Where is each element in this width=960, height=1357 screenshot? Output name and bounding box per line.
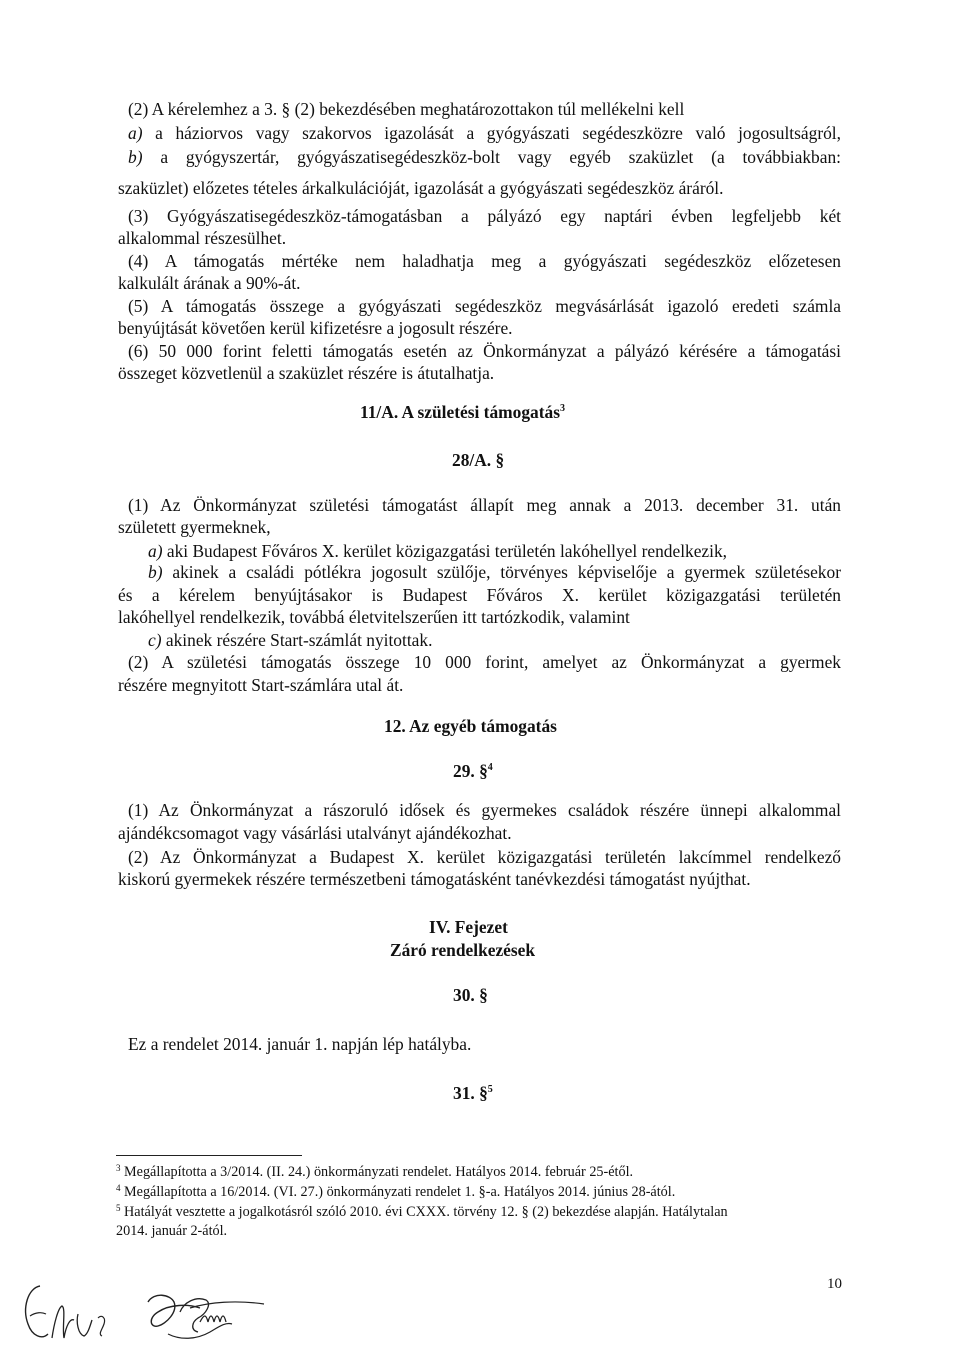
footnote-ref: 5: [487, 1084, 493, 1095]
paragraph-3-line1: (3) Gyógyászatisegédeszköz-támogatásban a pályázó egy naptári évben legfeljebb két: [128, 206, 841, 226]
footnote-4: [116, 1183, 675, 1202]
paragraph-5-line1: (5) A támogatás összege a gyógyászati segédeszköz megvásárlását igazoló eredeti számla: [128, 296, 841, 316]
footnote-text: Hatályát vesztette a jogalkotásról szóló 2010. évi CXXX. törvény 12. § (2) bekezdése alapján. Hatálytalan: [124, 1204, 728, 1220]
list-letter: a): [128, 123, 143, 143]
chapter-title: Záró rendelkezések: [390, 940, 536, 960]
section-29-p2-line2: kiskorú gyermekek részére természetbeni támogatásként tanévkezdési támogatást nyújthat.: [118, 869, 751, 889]
paragraph-2b-line1: [128, 145, 841, 169]
paragraph-4-line1: (4) A támogatás mértéke nem haladhatja meg a gyógyászati segédeszköz előzetesen: [128, 251, 841, 271]
section-28a-p1-line2: született gyermeknek,: [118, 517, 271, 537]
footnote-number: 4: [116, 1183, 121, 1193]
chapter-heading: IV. Fejezet: [429, 917, 508, 937]
paragraph-2b-text: a gyógyszertár, gyógyászatisegédeszköz-bolt vagy egyéb szaküzlet (a továbbiakban:: [160, 147, 841, 167]
footnote-5-continuation: 2014. január 2-ától.: [116, 1223, 228, 1239]
footnote-separator: [116, 1155, 302, 1156]
section-29-p1-line1: (1) Az Önkormányzat a rászoruló idősek és gyermekes családok részére ünnepi alkalommal: [128, 800, 841, 820]
section-29-title: [453, 759, 493, 783]
signature-icon: [140, 1278, 270, 1350]
section-28a-p2-line2: részére megnyitott Start-számlára utal át.: [118, 675, 404, 695]
footnote-number: 3: [116, 1163, 121, 1173]
section-28a-item-b-line2: és a kérelem benyújtásakor is Budapest Főváros X. kerület közigazgatási területén: [118, 585, 841, 605]
section-30-title: 30. §: [453, 985, 488, 1005]
section-28a-item-c: [148, 628, 432, 652]
list-letter: b): [128, 147, 143, 167]
handwritten-initials-icon: [18, 1278, 128, 1350]
section-29-p1-line2: ajándékcsomagot vagy vásárlási utalványt ajándékozhat.: [118, 823, 512, 843]
section-28a-item-a-text: aki Budapest Főváros X. kerület közigazgatási területén lakóhellyel rendelkezik,: [166, 541, 728, 561]
footnote-5: [116, 1203, 728, 1222]
footnote-ref: 4: [487, 762, 493, 773]
paragraph-2a-text: a háziorvos vagy szakorvos igazolását a gyógyászati segédeszközre való jogosultságról,: [155, 123, 841, 143]
footnote-ref: 3: [559, 403, 565, 414]
section-30-text: Ez a rendelet 2014. január 1. napján lép hatályba.: [128, 1034, 472, 1054]
paragraph-6-line2: összeget közvetlenül a szaküzlet részére is átutalhatja.: [118, 363, 495, 383]
section-31-title: [453, 1081, 493, 1105]
footnote-3: [116, 1163, 633, 1182]
section-28a-item-c-text: akinek részére Start-számlát nyitottak.: [165, 630, 433, 650]
section-heading-11a: [360, 400, 565, 424]
paragraph-4-line2: kalkulált árának a 90%-át.: [118, 273, 301, 293]
section-heading-12: 12. Az egyéb támogatás: [384, 716, 557, 736]
section-heading-11a-text: 11/A. A születési támogatás: [360, 402, 560, 422]
section-28a-p2-line1: (2) A születési támogatás összege 10 000 forint, amelyet az Önkormányzat a gyermek: [128, 652, 841, 672]
section-28a-item-b-text: akinek a családi pótlékra jogosult szülője, törvényes képviselője a gyermek születésekor: [172, 562, 841, 582]
section-29-p2-line1: (2) Az Önkormányzat a Budapest X. kerület közigazgatási területén lakcímmel rendelkező: [128, 847, 841, 867]
list-letter: a): [148, 541, 163, 561]
list-letter: c): [148, 630, 162, 650]
section-28a-item-b-line1: [148, 560, 841, 584]
paragraph-6-line1: (6) 50 000 forint feletti támogatás esetén az Önkormányzat a pályázó kérésére a támogatási: [128, 341, 841, 361]
page-number: 10: [827, 1276, 842, 1292]
footnote-number: 5: [116, 1203, 121, 1213]
paragraph-2b-line2: szaküzlet) előzetes tételes árkalkulációját, igazolását a gyógyászati segédeszköz áráról.: [118, 178, 724, 198]
paragraph-2a: [128, 121, 841, 145]
paragraph-5-line2: benyújtását követően kerül kifizetésre a jogosult részére.: [118, 318, 513, 338]
section-28a-item-b-line3: lakóhellyel rendelkezik, továbbá életvitelszerűen itt tartózkodik, valamint: [118, 607, 630, 627]
section-28a-title: 28/A. §: [452, 450, 505, 470]
footnote-text: Megállapította a 3/2014. (II. 24.) önkormányzati rendelet. Hatályos 2014. február 25-étől.: [124, 1164, 634, 1180]
footnote-text: Megállapította a 16/2014. (VI. 27.) önkormányzati rendelet 1. §-a. Hatályos 2014. június 28-ától.: [124, 1184, 676, 1200]
paragraph-2-intro: (2) A kérelemhez a 3. § (2) bekezdésében meghatározottakon túl mellékelni kell: [128, 99, 685, 119]
paragraph-3-line2: alkalommal részesülhet.: [118, 228, 287, 248]
list-letter: b): [148, 562, 163, 582]
section-28a-p1-line1: (1) Az Önkormányzat születési támogatást állapít meg annak a 2013. december 31. után: [128, 495, 841, 515]
section-29-title-text: 29. §: [453, 761, 488, 781]
section-31-title-text: 31. §: [453, 1083, 488, 1103]
